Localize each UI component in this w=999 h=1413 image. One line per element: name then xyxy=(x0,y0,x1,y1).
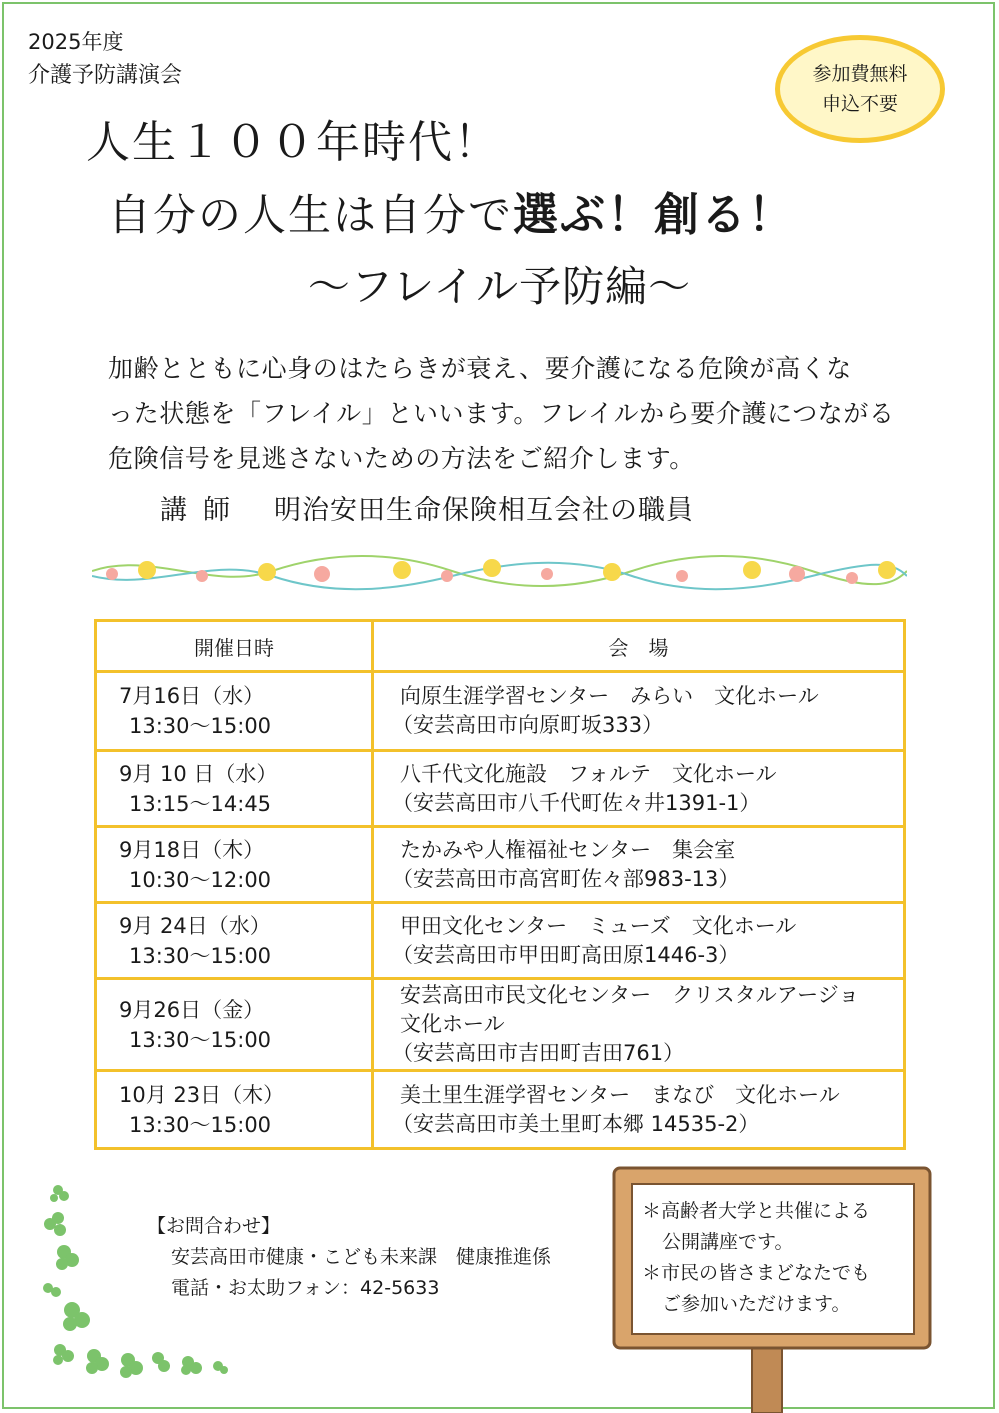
main-title-line2-emphasis: 選ぶ！創る！ xyxy=(513,188,796,241)
contact-phone: 電話・お太助フォン：42-5633 xyxy=(171,1277,440,1299)
venue-name: 向原生涯学習センター みらい 文化ホール xyxy=(400,684,819,708)
venue-cell xyxy=(373,903,905,979)
badge-no-registration: 申込不要 xyxy=(821,93,898,115)
datetime-cell xyxy=(96,1071,373,1149)
venue-name: たかみや人権福祉センター 集会室 xyxy=(400,837,736,862)
venue-address: （安芸高田市甲田町高田原1446-3） xyxy=(392,942,740,967)
lecturer-label: 講師 xyxy=(160,495,246,526)
intro-line-2: った状態を「フレイル」といいます。フレイルから要介護につながる xyxy=(108,399,895,428)
lecturer-name: 明治安田生命保険相互会社の職員 xyxy=(274,495,694,526)
session-time: 13:30～15:00 xyxy=(129,1027,272,1052)
intro-line-3: 危険信号を見逃さないための方法をご紹介します。 xyxy=(108,444,695,473)
table-row xyxy=(96,827,905,903)
intro-line-1: 加齢とともに心身のはたらきが衰え、要介護になる危険が高くな xyxy=(108,354,852,383)
table-row xyxy=(96,1071,905,1149)
contact-heading: 【お問合わせ】 xyxy=(147,1215,281,1237)
venue-cell xyxy=(373,672,905,751)
session-date: 9月18日（木） xyxy=(119,837,265,862)
table-row xyxy=(96,672,905,751)
session-date: 10月 23日（木） xyxy=(119,1082,285,1107)
note-1-line1: ＊高齢者大学と共催による xyxy=(642,1200,871,1222)
datetime-cell xyxy=(96,827,373,903)
session-date: 9月 10 日（水） xyxy=(119,761,278,786)
venue-address: （安芸高田市高宮町佐々部983-13） xyxy=(392,866,740,891)
venue-cell xyxy=(373,1071,905,1149)
venue-address: （安芸高田市向原町坂333） xyxy=(392,713,664,737)
note-2-line2: ご参加いただけます。 xyxy=(662,1293,851,1315)
datetime-cell xyxy=(96,903,373,979)
table-row xyxy=(96,903,905,979)
note-2-line1: ＊市民の皆さまどなたでも xyxy=(642,1262,871,1284)
datetime-cell xyxy=(96,672,373,751)
contact-info xyxy=(147,1211,551,1304)
venue-address: （安芸高田市八千代町佐々井1391-1） xyxy=(392,790,761,815)
venue-name: 八千代文化施設 フォルテ 文化ホール xyxy=(400,761,777,786)
venue-name: 安芸高田市民文化センター クリスタルアージョ xyxy=(400,983,860,1007)
schedule-table xyxy=(94,619,906,1150)
notes-panel xyxy=(642,1196,912,1320)
event-name: 介護予防講演会 xyxy=(28,63,183,88)
venue-cell xyxy=(373,827,905,903)
main-title-line1: 人生１００年時代！ xyxy=(86,117,500,168)
session-date: 7月16日（水） xyxy=(119,684,265,708)
venue-name: 甲田文化センター ミューズ 文化ホール xyxy=(400,913,797,938)
header-datetime: 開催日時 xyxy=(96,621,373,672)
intro-paragraph xyxy=(108,346,938,481)
subtitle: ～フレイル予防編～ xyxy=(307,262,692,311)
table-row xyxy=(96,979,905,1071)
fiscal-year: 2025年度 xyxy=(28,30,124,54)
session-time: 10:30～12:00 xyxy=(129,867,272,892)
session-time: 13:15～14:45 xyxy=(129,791,272,816)
lecturer xyxy=(160,488,694,527)
venue-name-line2: 文化ホール xyxy=(400,1012,505,1036)
table-header-row xyxy=(96,621,905,672)
datetime-cell xyxy=(96,751,373,827)
main-title-line2-prefix: 自分の人生は自分で xyxy=(108,191,513,241)
note-1-line2: 公開講座です。 xyxy=(662,1231,794,1253)
session-time: 13:30～15:00 xyxy=(129,1112,272,1137)
header-venue: 会 場 xyxy=(373,621,905,672)
contact-department: 安芸高田市健康・こども未来課 健康推進係 xyxy=(171,1246,552,1268)
flower-garland-icon xyxy=(92,546,907,596)
venue-cell xyxy=(373,751,905,827)
venue-address: （安芸高田市美土里町本郷 14535-2） xyxy=(392,1111,760,1136)
venue-address: （安芸高田市吉田町吉田761） xyxy=(392,1041,685,1065)
session-date: 9月26日（金） xyxy=(119,997,265,1022)
session-date: 9月 24日（水） xyxy=(119,913,271,938)
free-admission-badge xyxy=(775,35,945,143)
badge-free-fee: 参加費無料 xyxy=(812,63,908,85)
venue-cell xyxy=(373,979,905,1071)
table-row xyxy=(96,751,905,827)
session-time: 13:30～15:00 xyxy=(129,943,272,968)
venue-name: 美土里生涯学習センター まなび 文化ホール xyxy=(400,1082,840,1107)
datetime-cell xyxy=(96,979,373,1071)
main-title-line2 xyxy=(108,178,795,243)
session-time: 13:30～15:00 xyxy=(129,714,272,738)
